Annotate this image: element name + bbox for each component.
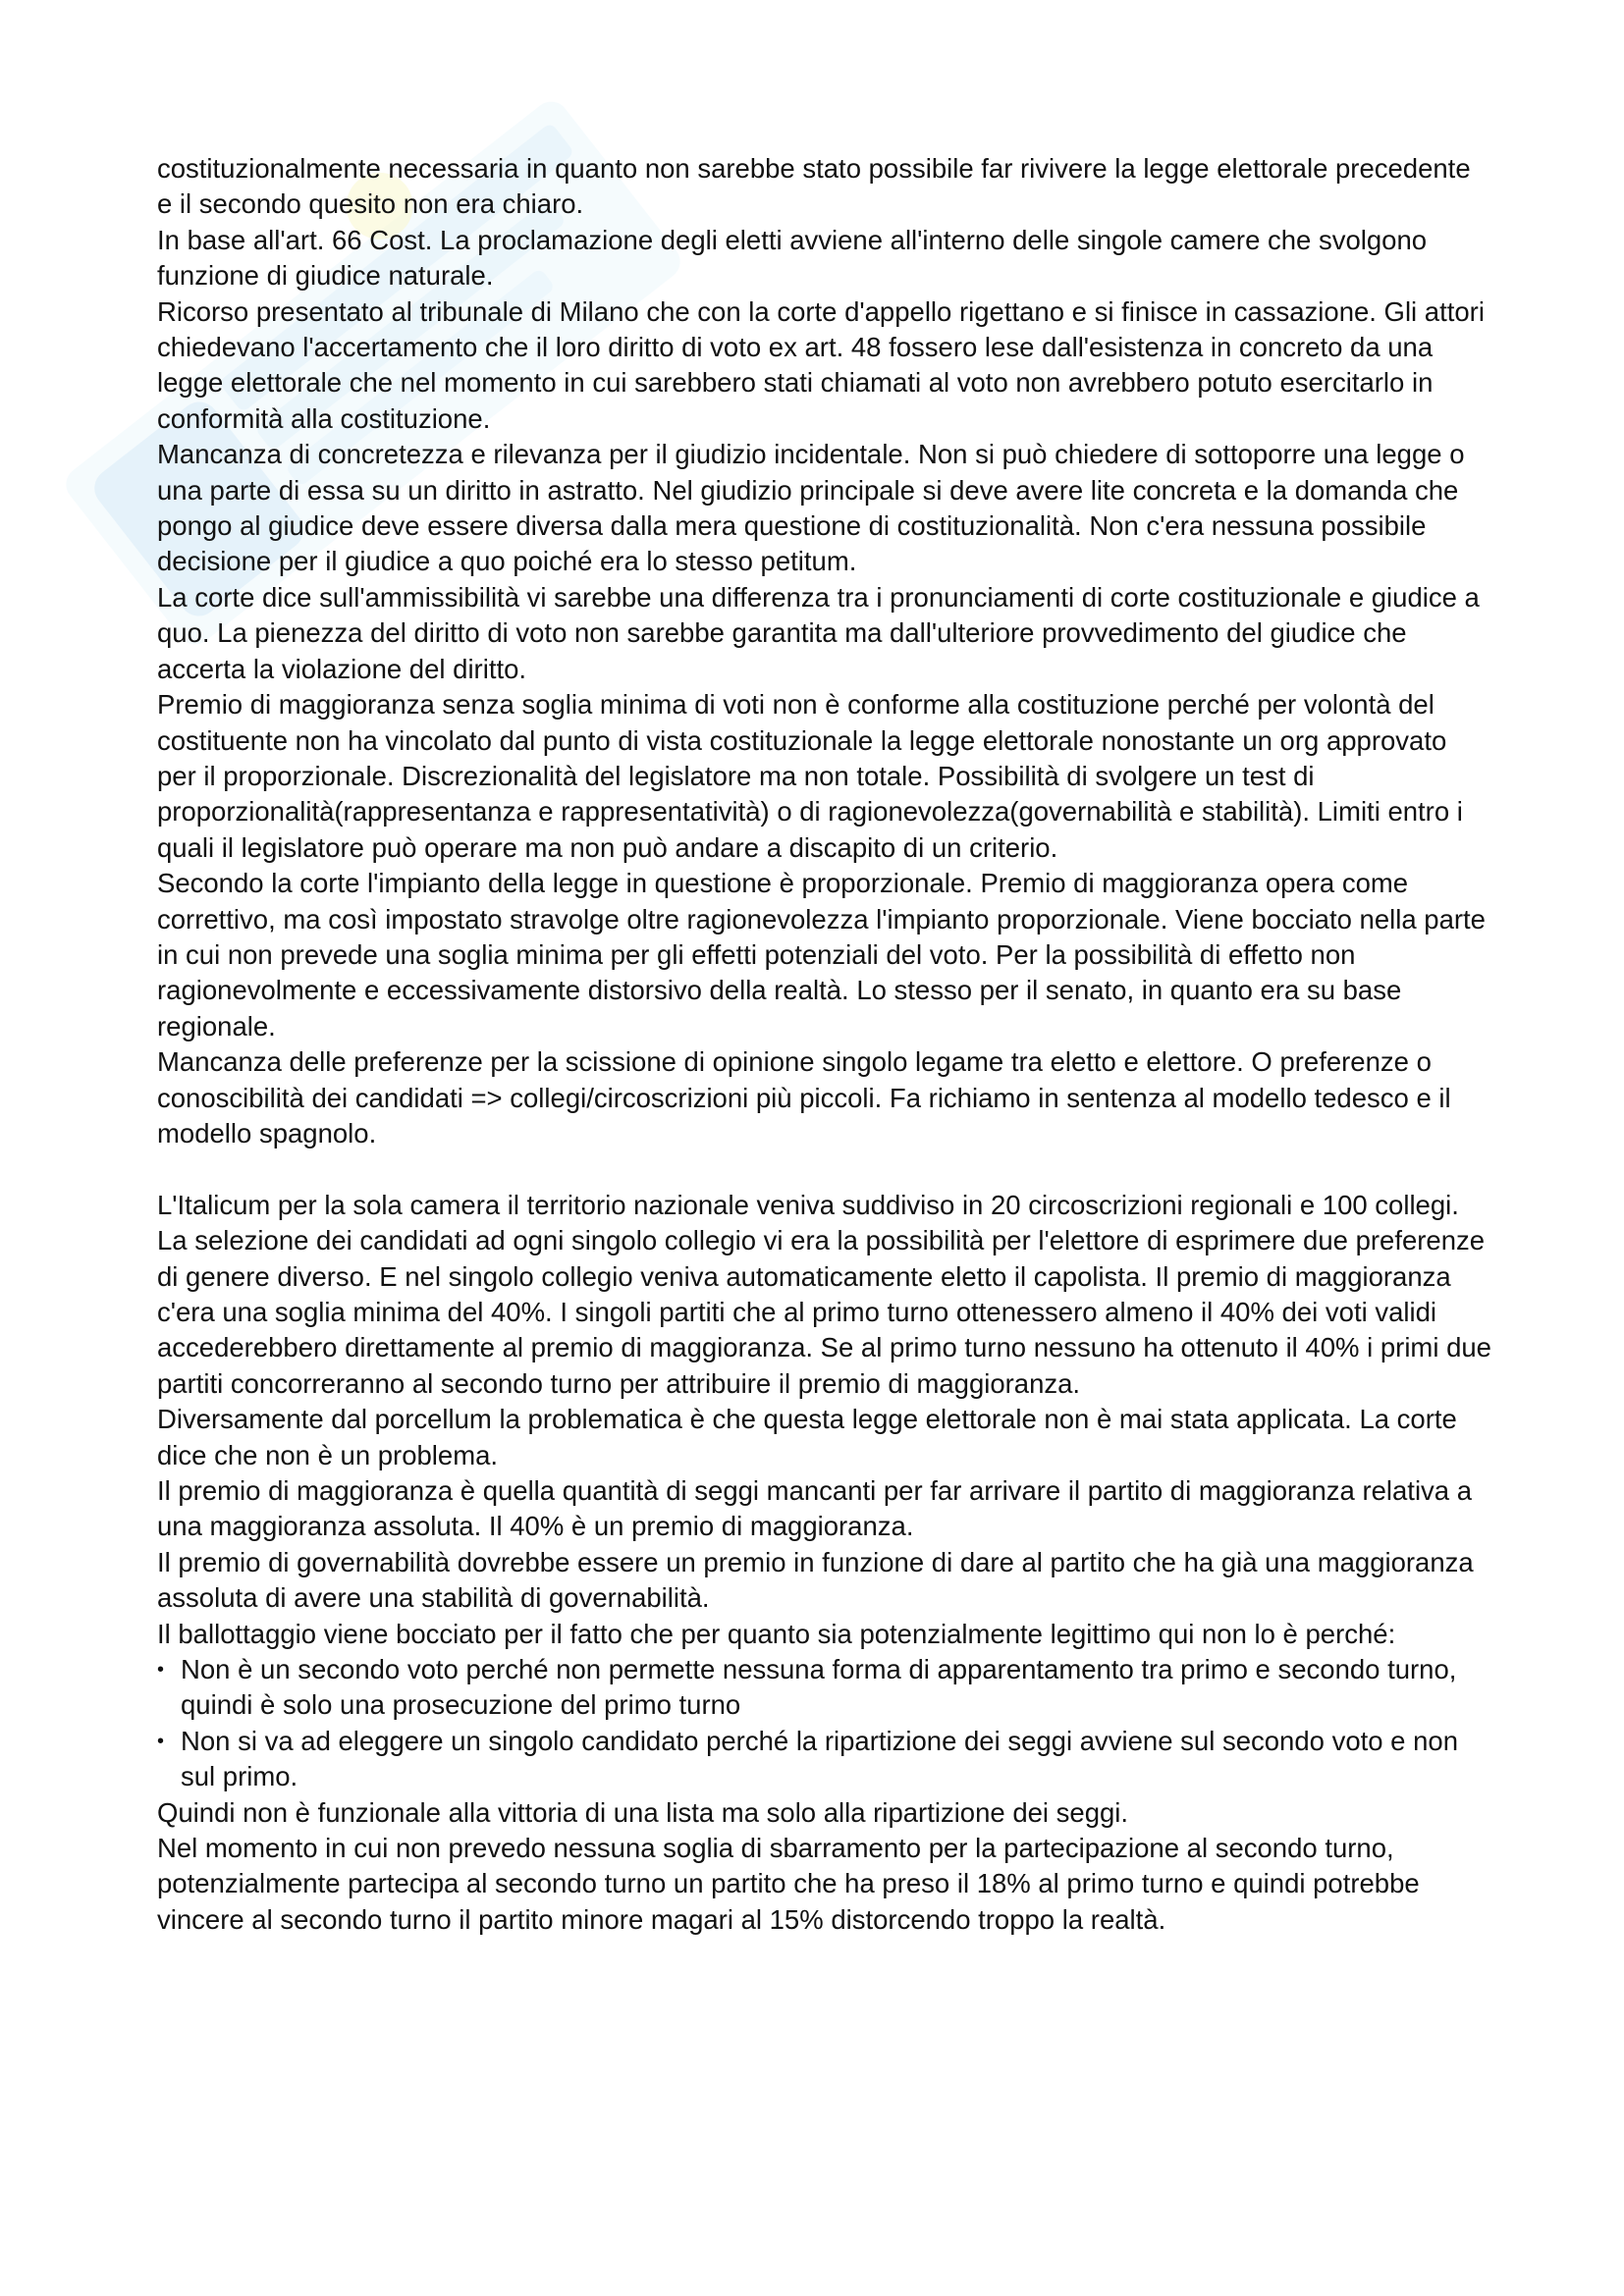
paragraph: Ricorso presentato al tribunale di Milano che con la corte d'appello rigettano e si finisce in cassazione. Gli attori chiedevano l'accertamento che il loro diritto di voto ex art. 48 fossero lese dall'esistenza in concreto da una legge elettorale che nel momento in cui sarebbero stati chiamati al voto non avrebbero potuto esercitarlo in conformità alla costituzione. [157,295,1485,434]
list-item [157,1652,1492,1724]
paragraph: La corte dice sull'ammissibilità vi sarebbe una differenza tra i pronunciamenti di corte costituzionale e giudice a quo. La pienezza del diritto di voto non sarebbe garantita ma dall'ulteriore provvedimento del giudice che accerta la violazione del diritto. [157,581,1480,684]
paragraph: Mancanza delle preferenze per la scissione di opinione singolo legame tra eletto e elettore. O preferenze o conoscibilità dei candidati => collegi/circoscrizioni più piccoli. Fa richiamo in sentenza al modello tedesco e il modello spagnolo. [157,1046,1451,1148]
paragraph: Secondo la corte l'impianto della legge in questione è proporzionale. Premio di maggioranza opera come correttivo, ma così impostato stravolge oltre ragionevolezza l'impianto proporzionale. Viene bocciato nella parte in cui non prevede una soglia minima per gli effetti potenziali del voto. Per la possibilità di effetto non ragionevolmente e eccessivamente distorsivo della realtà. Lo stesso per il senato, in quanto era su base regionale. [157,868,1486,1041]
paragraph: Il premio di governabilità dovrebbe essere un premio in funzione di dare al partito che ha già una maggioranza assoluta di avere una stabilità di governabilità. [157,1546,1474,1614]
paragraph: Quindi non è funzionale alla vittoria di una lista ma solo alla ripartizione dei seggi. [157,1796,1129,1828]
paragraph: Nel momento in cui non prevedo nessuna soglia di sbarramento per la partecipazione al secondo turno, potenzialmente partecipa al secondo turno un partito che ha preso il 18% al primo turno e quindi potrebbe vincere al secondo turno il partito minore magari al 15% distorcendo troppo la realtà. [157,1833,1420,1935]
paragraph: Diversamente dal porcellum la problematica è che questa legge elettorale non è mai stata applicata. La corte dice che non è un problema. [157,1404,1457,1470]
list-item-text: Non è un secondo voto perché non permette nessuna forma di apparentamento tra primo e secondo turno, quindi è solo una prosecuzione del primo turno [181,1654,1457,1721]
list-item [157,1724,1492,1795]
paragraph: In base all'art. 66 Cost. La proclamazione degli eletti avviene all'interno delle singole camere che svolgono funzione di giudice naturale. [157,224,1428,292]
section-spacer [157,1151,1492,1187]
paragraph: L'Italicum per la sola camera il territorio nazionale veniva suddiviso in 20 circoscrizioni regionali e 100 collegi. La selezione dei candidati ad ogni singolo collegio vi era la possibilità per l'elettore di esprimere due preferenze di genere diverso. E nel singolo collegio veniva automaticamente eletto il capolista. Il premio di maggioranza c'era una soglia minima del 40%. I singoli partiti che al primo turno ottenessero almeno il 40% dei voti validi accederebbero direttamente al premio di maggioranza. Se al primo turno nessuno ha ottenuto il 40% i primi due partiti concorreranno al secondo turno per attribuire il premio di maggioranza. [157,1189,1491,1399]
paragraph: Il ballottaggio viene bocciato per il fatto che per quanto sia potenzialmente legittimo qui non lo è perché: [157,1618,1396,1649]
paragraph: Premio di maggioranza senza soglia minima di voti non è conforme alla costituzione perché per volontà del costituente non ha vincolato dal punto di vista costituzionale la legge elettorale nonostante un org approvato per il proporzionale. Discrezionalità del legislatore ma non totale. Possibilità di svolgere un test di proporzionalità(rappresentanza e rappresentatività) o di ragionevolezza(governabilità e stabilità). Limiti entro i quali il legislatore può operare ma non può andare a discapito di un criterio. [157,689,1463,863]
document-body [157,151,1492,1938]
paragraph: Mancanza di concretezza e rilevanza per il giudizio incidentale. Non si può chiedere di sottoporre una legge o una parte di essa su un diritto in astratto. Nel giudizio principale si deve avere lite concreta e la domanda che pongo al giudice deve essere diversa dalla mera questione di costituzionalità. Non c'era nessuna possibile decisione per il giudice a quo poiché era lo stesso petitum. [157,439,1465,577]
bullet-list [157,1652,1492,1795]
paragraph: Il premio di maggioranza è quella quantità di seggi mancanti per far arrivare il partito di maggioranza relativa a una maggioranza assoluta. Il 40% è un premio di maggioranza. [157,1475,1473,1542]
list-item-text: Non si va ad eleggere un singolo candidato perché la ripartizione dei seggi avviene sul secondo voto e non sul primo. [181,1725,1458,1792]
bullet-icon: • [157,1659,165,1682]
bullet-icon: • [157,1730,165,1752]
paragraph: costituzionalmente necessaria in quanto non sarebbe stato possibile far rivivere la legge elettorale precedente e il secondo quesito non era chiaro. [157,153,1471,220]
